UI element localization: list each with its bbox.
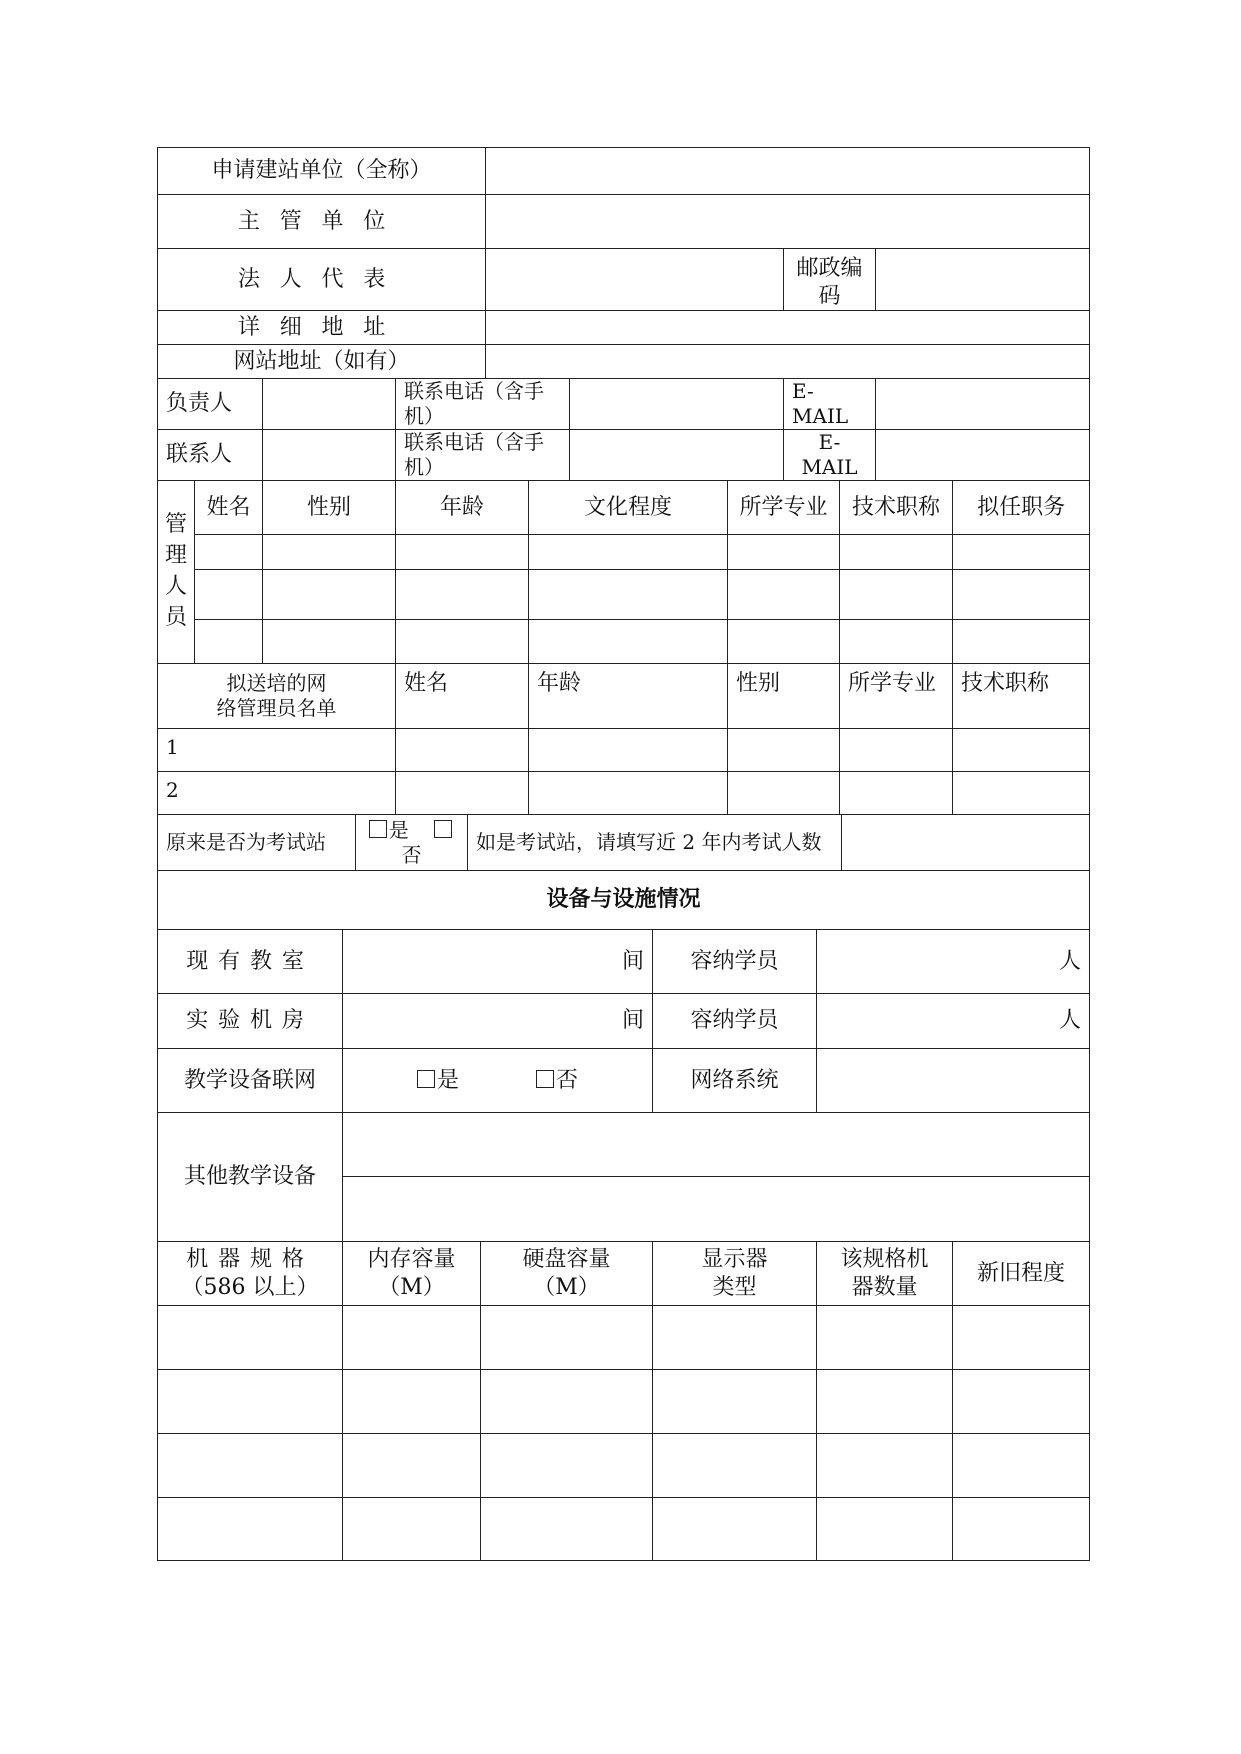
contact-person-label: 联系人 bbox=[158, 430, 263, 481]
unit-full-name-label: 申请建站单位（全称） bbox=[158, 148, 486, 195]
exam-choice: 是 否 bbox=[356, 815, 468, 871]
exam-question-label: 原来是否为考试站 bbox=[158, 815, 356, 871]
lab-label: 实验机房 bbox=[158, 994, 343, 1049]
trainee-row-number: 1 bbox=[158, 729, 396, 772]
network-system-label: 网络系统 bbox=[653, 1049, 817, 1113]
trainees-header-name: 姓名 bbox=[396, 664, 529, 729]
website-field[interactable] bbox=[486, 345, 1090, 379]
address-field[interactable] bbox=[486, 311, 1090, 345]
other-equipment-field-2[interactable] bbox=[343, 1177, 1090, 1242]
managers-header-major: 所学专业 bbox=[728, 481, 840, 535]
networked-no-checkbox[interactable] bbox=[536, 1070, 554, 1088]
network-system-field[interactable] bbox=[817, 1049, 1090, 1113]
trainee-row-number: 2 bbox=[158, 772, 396, 815]
machine-spec-header: 机器规格 （586 以上） bbox=[158, 1242, 343, 1306]
managers-header-education: 文化程度 bbox=[529, 481, 728, 535]
exam-count-label: 如是考试站，请填写近 2 年内考试人数 bbox=[468, 815, 842, 871]
contact-person-field[interactable] bbox=[263, 430, 396, 481]
trainees-header-title: 技术职称 bbox=[953, 664, 1090, 729]
table-row bbox=[158, 570, 1090, 620]
contact-email-label: E-MAIL bbox=[784, 430, 876, 481]
lab-count-field[interactable]: 间 bbox=[343, 994, 653, 1049]
managers-header-gender: 性别 bbox=[263, 481, 396, 535]
postal-code-field[interactable] bbox=[876, 249, 1090, 311]
managers-header-name: 姓名 bbox=[195, 481, 263, 535]
contact-phone-field[interactable] bbox=[570, 430, 784, 481]
contact-email-field[interactable] bbox=[876, 430, 1090, 481]
table-row bbox=[158, 729, 1090, 772]
supervisor-label: 主管单位 bbox=[158, 195, 486, 249]
contact-phone-label: 联系电话（含手机） bbox=[396, 430, 570, 481]
trainees-header-gender: 性别 bbox=[728, 664, 840, 729]
legal-rep-field[interactable] bbox=[486, 249, 784, 311]
equipment-table bbox=[157, 870, 1090, 1561]
networked-yes-checkbox[interactable] bbox=[417, 1070, 435, 1088]
networked-label: 教学设备联网 bbox=[158, 1049, 343, 1113]
table-row bbox=[158, 620, 1090, 664]
exam-no-checkbox[interactable] bbox=[434, 820, 452, 838]
postal-code-label: 邮政编码 bbox=[784, 249, 876, 311]
person-in-charge-label: 负责人 bbox=[158, 379, 263, 430]
table-row bbox=[158, 772, 1090, 815]
classroom-count-field[interactable]: 间 bbox=[343, 930, 653, 994]
disk-header: 硬盘容量 （M） bbox=[481, 1242, 653, 1306]
lab-capacity-label: 容纳学员 bbox=[653, 994, 817, 1049]
equipment-section-title: 设备与设施情况 bbox=[158, 871, 1090, 930]
managers-side-label: 管 理 人 员 bbox=[158, 481, 195, 664]
managers-header-age: 年龄 bbox=[396, 481, 529, 535]
legal-rep-label: 法人代表 bbox=[158, 249, 486, 311]
machine-count-header: 该规格机 器数量 bbox=[817, 1242, 953, 1306]
address-label: 详细地址 bbox=[158, 311, 486, 345]
basic-info-table bbox=[157, 147, 1090, 815]
table-row bbox=[158, 1306, 1090, 1370]
table-row bbox=[158, 1498, 1090, 1561]
other-equipment-field-1[interactable] bbox=[343, 1113, 1090, 1177]
unit-full-name-field[interactable] bbox=[486, 148, 1090, 195]
exam-yes-checkbox[interactable] bbox=[369, 820, 387, 838]
classroom-capacity-field[interactable]: 人 bbox=[817, 930, 1090, 994]
person-in-charge-phone-field[interactable] bbox=[570, 379, 784, 430]
website-label: 网站地址（如有） bbox=[158, 345, 486, 379]
exam-count-field[interactable] bbox=[842, 815, 1090, 871]
managers-header-position: 拟任职务 bbox=[953, 481, 1090, 535]
managers-header-title: 技术职称 bbox=[840, 481, 953, 535]
classroom-label: 现有教室 bbox=[158, 930, 343, 994]
trainees-label: 拟送培的网 络管理员名单 bbox=[158, 664, 396, 729]
table-row bbox=[158, 1370, 1090, 1434]
exam-table bbox=[157, 814, 1090, 871]
person-in-charge-phone-label: 联系电话（含手机） bbox=[396, 379, 570, 430]
person-in-charge-field[interactable] bbox=[263, 379, 396, 430]
display-header: 显示器 类型 bbox=[653, 1242, 817, 1306]
memory-header: 内存容量 （M） bbox=[343, 1242, 481, 1306]
table-row bbox=[158, 1434, 1090, 1498]
person-in-charge-email-field[interactable] bbox=[876, 379, 1090, 430]
classroom-capacity-label: 容纳学员 bbox=[653, 930, 817, 994]
other-equipment-label: 其他教学设备 bbox=[158, 1113, 343, 1242]
condition-header: 新旧程度 bbox=[953, 1242, 1090, 1306]
person-in-charge-email-label: E-MAIL bbox=[784, 379, 876, 430]
lab-capacity-field[interactable]: 人 bbox=[817, 994, 1090, 1049]
networked-choice: 是 否 bbox=[343, 1049, 653, 1113]
table-row bbox=[158, 535, 1090, 570]
trainees-header-major: 所学专业 bbox=[840, 664, 953, 729]
application-form bbox=[157, 147, 1089, 1561]
trainees-header-age: 年龄 bbox=[529, 664, 728, 729]
supervisor-field[interactable] bbox=[486, 195, 1090, 249]
